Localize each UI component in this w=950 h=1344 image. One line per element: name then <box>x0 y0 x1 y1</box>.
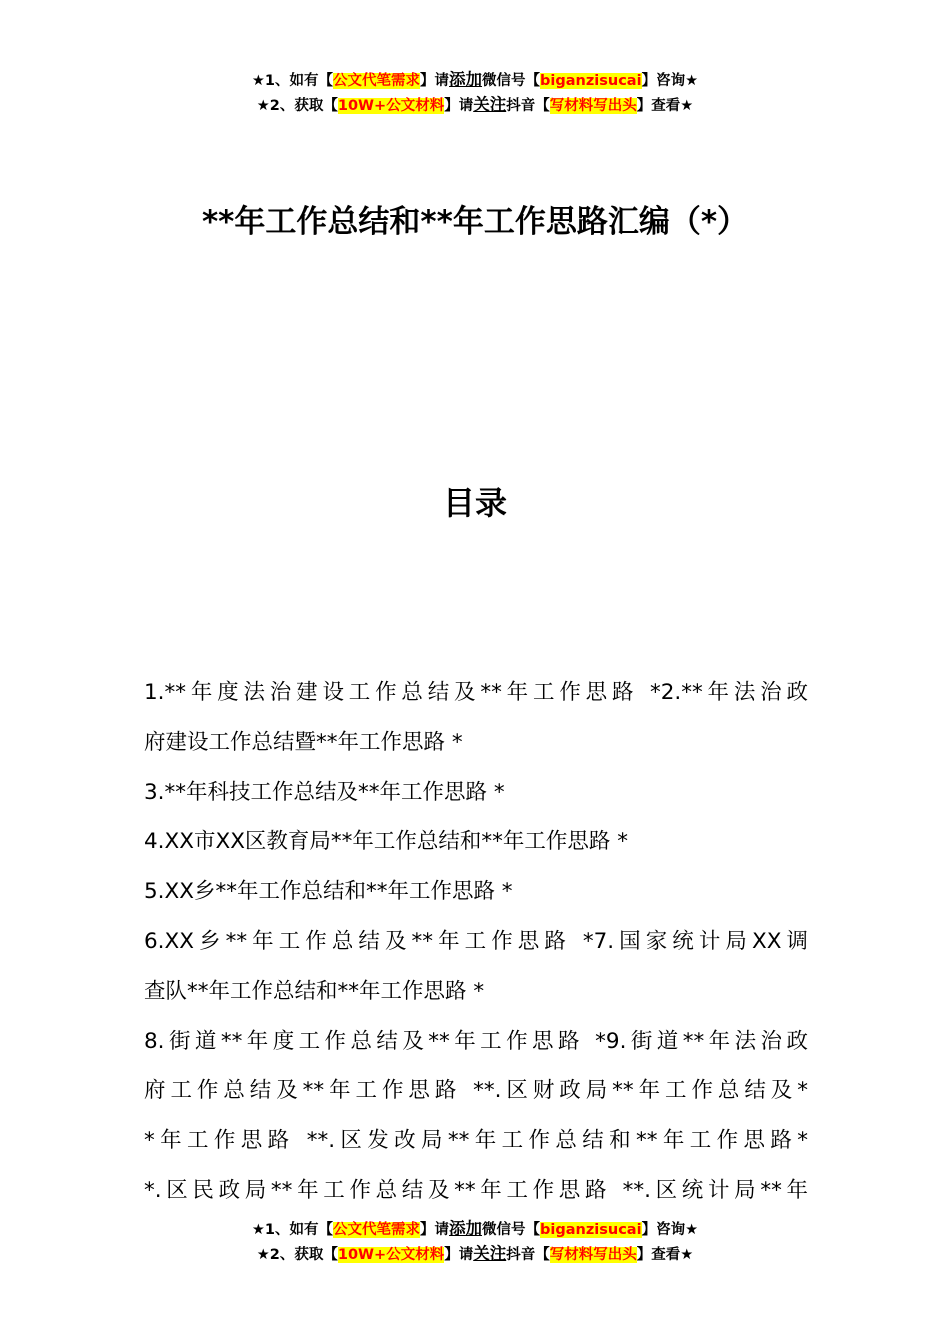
toc-line: 6.XX乡**年工作总结及**年工作思路 *7.国家统计局XX调 <box>144 928 808 954</box>
banner-line-1 <box>0 1217 950 1242</box>
toc-line: 府工作总结及**年工作思路 **.区财政局**年工作总结及* <box>144 1078 808 1104</box>
banner-highlight-douyin: 写材料写出头 <box>549 98 637 114</box>
banner-text: 抖音【 <box>506 98 550 114</box>
banner-text: ★2、获取【 <box>256 98 338 114</box>
banner-text: 】查看★ <box>636 1247 694 1263</box>
bottom-banner <box>0 1217 950 1267</box>
document-title: **年工作总结和**年工作思路汇编（*） <box>201 204 749 240</box>
toc-heading: 目录 <box>442 484 507 522</box>
banner-line-2 <box>0 1242 950 1267</box>
banner-text: 微信号【 <box>482 73 541 89</box>
toc-line: 4.XX市XX区教育局**年工作总结和**年工作思路 * <box>144 829 629 855</box>
banner-highlight-materials: 10W+公文材料 <box>337 98 445 114</box>
toc-line: *年工作思路 **.区发改局**年工作总结和**年工作思路* <box>144 1128 808 1154</box>
banner-text: 】请 <box>444 98 474 114</box>
toc-line: *.区民政局**年工作总结及**年工作思路 **.区统计局**年 <box>144 1177 808 1203</box>
banner-emphasis: 关注 <box>473 95 507 114</box>
banner-highlight-service: 公文代笔需求 <box>333 73 421 89</box>
banner-text: 】查看★ <box>636 98 694 114</box>
banner-emphasis: 关注 <box>473 1244 507 1263</box>
banner-emphasis: 添加 <box>449 1219 483 1238</box>
banner-text: 】请 <box>420 1222 450 1238</box>
banner-text: 】咨询★ <box>641 73 699 89</box>
banner-text: 】请 <box>420 73 450 89</box>
banner-text: 】咨询★ <box>641 1222 699 1238</box>
toc-line: 府建设工作总结暨**年工作思路 * <box>144 729 463 755</box>
banner-emphasis: 添加 <box>449 70 483 89</box>
banner-highlight-wechat: biganzisucai <box>540 73 642 89</box>
banner-text: 抖音【 <box>506 1247 550 1263</box>
banner-text: ★1、如有【 <box>251 1222 334 1238</box>
banner-highlight-wechat: biganzisucai <box>540 1222 642 1238</box>
banner-text: ★1、如有【 <box>251 73 334 89</box>
banner-line-2 <box>0 93 950 118</box>
banner-text: 】请 <box>444 1247 474 1263</box>
toc-line: 3.**年科技工作总结及**年工作思路 * <box>144 779 505 805</box>
toc-line: 5.XX乡**年工作总结和**年工作思路 * <box>144 879 513 905</box>
banner-highlight-service: 公文代笔需求 <box>333 1222 421 1238</box>
toc-list <box>144 668 808 1216</box>
toc-line: 8.街道**年度工作总结及**年工作思路 *9.街道**年法治政 <box>144 1028 808 1054</box>
banner-highlight-materials: 10W+公文材料 <box>337 1247 445 1263</box>
banner-text: 微信号【 <box>482 1222 541 1238</box>
banner-line-1 <box>0 68 950 93</box>
toc-line: 查队**年工作总结和**年工作思路 * <box>144 978 485 1004</box>
top-banner <box>0 68 950 118</box>
banner-highlight-douyin: 写材料写出头 <box>549 1247 637 1263</box>
banner-text: ★2、获取【 <box>256 1247 338 1263</box>
toc-line: 1.**年度法治建设工作总结及**年工作思路 *2.**年法治政 <box>144 680 808 705</box>
